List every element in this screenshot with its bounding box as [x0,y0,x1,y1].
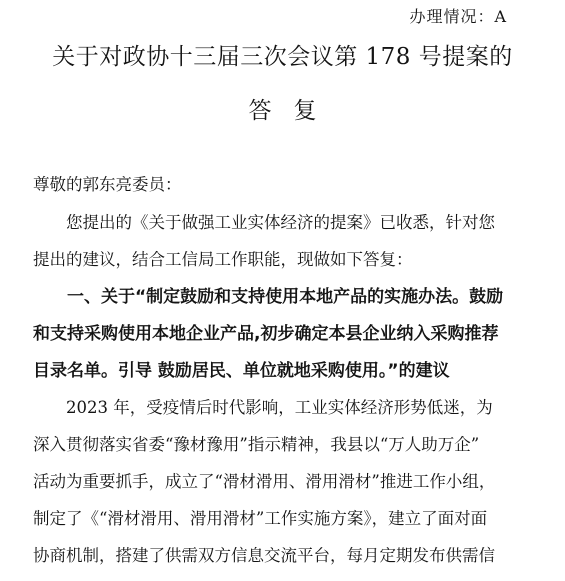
section-heading-line: 目录名单。引导 鼓励居民、单位就地采购使用。”的建议 [33,361,450,381]
body-line: 深入贯彻落实省委“豫材豫用”指示精神，我县以“万人助万企” [33,435,480,454]
body-line: 2023 年，受疫情后时代影响，工业实体经济形势低迷，为 [33,398,493,417]
document-title: 关于对政协十三届三次会议第 178 号提案的 [52,44,513,70]
body-line: 提出的建议，结合工信局工作职能，现做如下答复： [33,250,413,269]
section-heading-line: 一、关于“制定鼓励和支持使用本地产品的实施办法。鼓励 [33,287,504,307]
body-line: 协商机制，搭建了供需双方信息交流平台，每月定期发布供需信 [33,546,495,565]
salutation: 尊敬的郭东亮委员： [33,175,182,194]
body-line: 活动为重要抓手，成立了“滑材滑用、滑用滑材”推进工作小组， [33,472,496,491]
body-line: 制定了《“滑材滑用、滑用滑材”工作实施方案》，建立了面对面 [33,509,488,528]
body-line: 您提出的《关于做强工业实体经济的提案》已收悉，针对您 [33,213,495,232]
handling-status: 办理情况：A [409,7,507,26]
document-title-reply: 答复 [248,98,339,124]
section-heading-line: 和支持采购使用本地企业产品,初步确定本县企业纳入采购推荐 [33,324,499,344]
